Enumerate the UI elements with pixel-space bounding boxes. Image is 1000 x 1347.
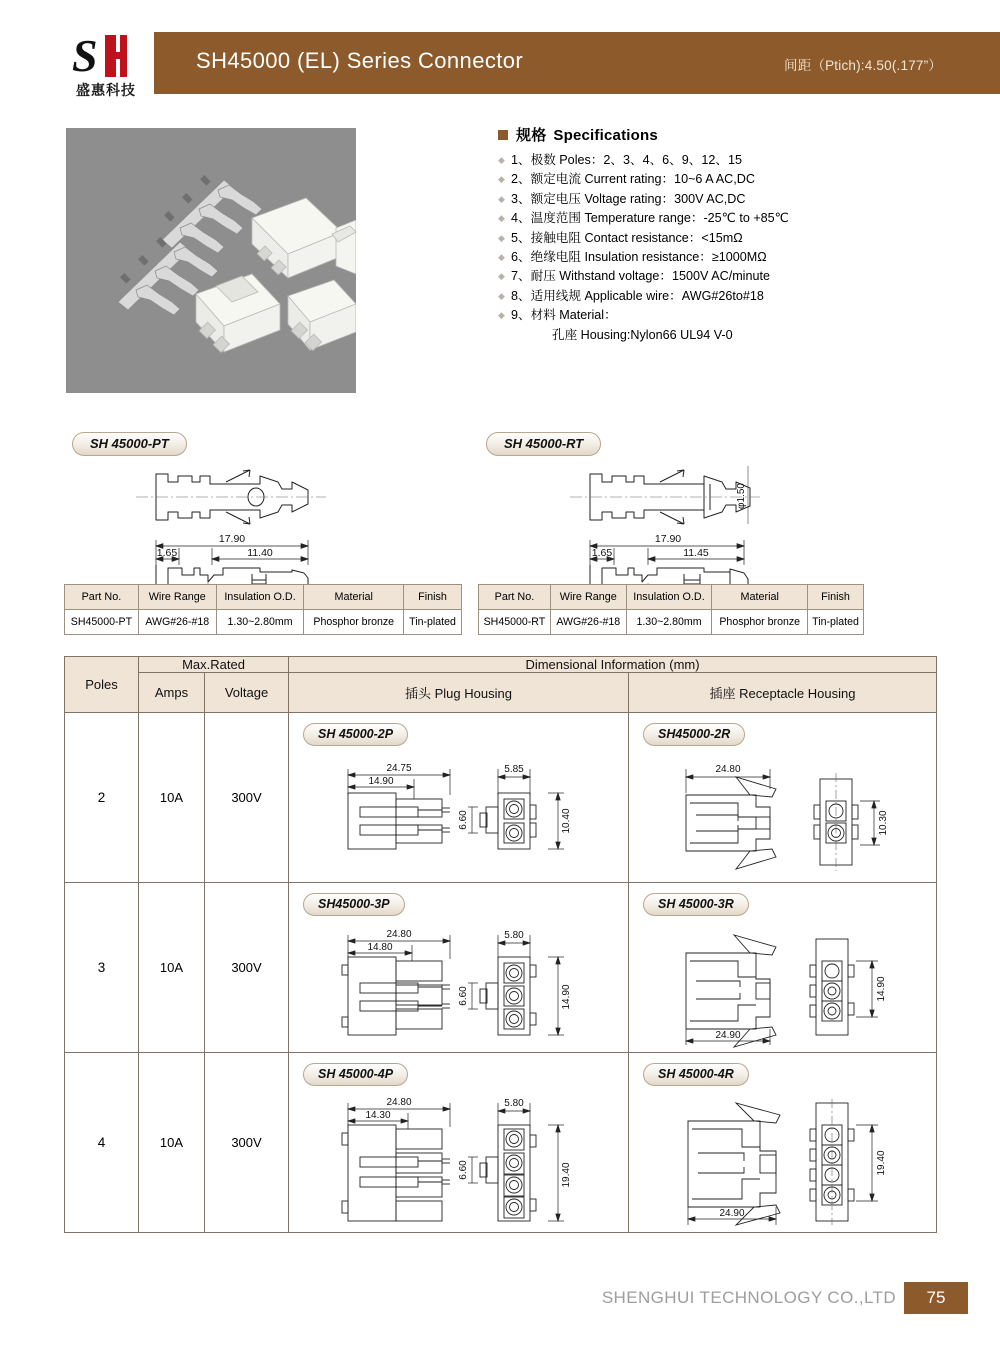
dim-height: 10.30 (877, 810, 889, 836)
plug-2p-drawing (289, 755, 628, 882)
col-material: Material (304, 585, 404, 610)
spec-item (498, 306, 968, 325)
terminal-pt-drawing (64, 462, 464, 602)
cell-wire-range: AWG#26-#18 (550, 610, 626, 635)
col-insulation-od: Insulation O.D. (216, 585, 304, 610)
diamond-bullet-icon: ◆ (498, 174, 505, 185)
table-row (65, 610, 462, 635)
spec-item (498, 209, 968, 228)
plug-3p-drawing (289, 925, 628, 1054)
spec-item (498, 287, 968, 306)
col-material: Material (712, 585, 808, 610)
dim-len-outer: 24.75 (385, 763, 412, 774)
terminal-rt-label: SH 45000-RT (486, 432, 601, 456)
dim-height: 14.90 (875, 976, 887, 1002)
dim-depth: 6.60 (457, 1160, 469, 1180)
col-finish: Finish (404, 585, 462, 610)
receptacle-3r-drawing (629, 925, 936, 1054)
dim-len-outer: 24.80 (385, 929, 412, 940)
dim-body: 11.45 (683, 547, 709, 559)
cell-amps: 10A (139, 1053, 205, 1233)
cell-plug-4p (289, 1053, 629, 1233)
diamond-bullet-icon: ◆ (498, 310, 505, 321)
cell-receptacle-2r (629, 713, 937, 883)
terminal-pt-table (64, 584, 462, 635)
cell-poles: 2 (65, 713, 139, 883)
dim-tail: 1.65 (591, 547, 613, 559)
logo-sh-monogram-icon (58, 32, 154, 80)
dim-len-outer: 24.90 (718, 1208, 745, 1219)
dim-width: 5.85 (503, 764, 524, 775)
spec-item-text: 4、温度范围 Temperature range：-25℃ to +85℃ (511, 211, 789, 226)
spec-material-detail: 孔座 Housing:Nylon66 UL94 V-0 (552, 327, 733, 342)
table-header-row-1 (65, 657, 937, 673)
diamond-bullet-icon: ◆ (498, 290, 505, 301)
dim-height: 19.40 (560, 1162, 572, 1188)
cell-poles: 4 (65, 1053, 139, 1233)
company-logo (58, 32, 154, 102)
dim-overall: 17.90 (654, 533, 682, 545)
receptacle-3r-label: SH 45000-3R (643, 893, 749, 916)
terminal-rt-table (478, 584, 864, 635)
col-dimensional-information: Dimensional Information (mm) (289, 657, 937, 673)
header-pitch-note: 间距（Ptich):4.50(.177”） (784, 58, 942, 73)
table-row (479, 610, 864, 635)
dim-overall: 17.90 (218, 533, 246, 545)
cell-amps: 10A (139, 713, 205, 883)
cell-poles: 3 (65, 883, 139, 1053)
specifications-heading (498, 124, 968, 145)
col-finish: Finish (808, 585, 864, 610)
cell-insulation-od: 1.30~2.80mm (216, 610, 304, 635)
cell-wire-range: AWG#26-#18 (138, 610, 216, 635)
receptacle-4r-label: SH 45000-4R (643, 1063, 749, 1086)
diamond-bullet-icon: ◆ (498, 193, 505, 204)
cell-part-no: SH45000-PT (65, 610, 139, 635)
cell-voltage: 300V (205, 883, 289, 1053)
col-voltage: Voltage (205, 673, 289, 713)
spec-item-text: 8、适用线规 Applicable wire：AWG#26to#18 (511, 288, 764, 303)
dim-len-inner: 14.90 (367, 776, 394, 787)
plug-4p-drawing (289, 1095, 628, 1234)
dim-body: 11.40 (247, 547, 273, 559)
product-photo (66, 128, 356, 393)
dim-height: 19.40 (875, 1150, 887, 1176)
logo-letter-h-crossbar (105, 52, 127, 59)
page-title: SH45000 (EL) Series Connector (196, 48, 524, 73)
receptacle-4r-drawing (629, 1095, 936, 1234)
cell-insulation-od: 1.30~2.80mm (626, 610, 712, 635)
dim-len-outer: 24.90 (714, 1030, 741, 1041)
col-receptacle-housing: 插座 Receptacle Housing (629, 673, 937, 713)
cell-material: Phosphor bronze (712, 610, 808, 635)
col-plug-housing: 插头 Plug Housing (289, 673, 629, 713)
plug-4p-label: SH 45000-4P (303, 1063, 408, 1086)
dim-depth: 6.60 (457, 810, 469, 830)
spec-item-text: 9、材料 Material： (511, 308, 617, 323)
cell-voltage: 300V (205, 713, 289, 883)
spec-item-text: 6、绝缘电阻 Insulation resistance：≥1000MΩ (511, 250, 767, 265)
table-header-row (65, 585, 462, 610)
dim-len-outer: 24.80 (385, 1097, 412, 1108)
dimensional-information-table (64, 656, 937, 1233)
spec-item-text: 1、极数 Poles：2、3、4、6、9、12、15 (511, 153, 742, 167)
col-amps: Amps (139, 673, 205, 713)
col-part-no: Part No. (479, 585, 551, 610)
cell-plug-3p (289, 883, 629, 1053)
cell-part-no: SH45000-RT (479, 610, 551, 635)
receptacle-2r-label: SH45000-2R (643, 723, 745, 746)
spec-item-text: 2、额定电流 Current rating：10~6 A AC,DC (511, 172, 755, 187)
cell-finish: Tin-plated (404, 610, 462, 635)
terminal-rt-drawing (478, 462, 868, 602)
specifications-title-cn: 规格 (516, 127, 547, 144)
page-number: 75 (904, 1282, 968, 1314)
dim-width: 5.80 (503, 1098, 524, 1109)
receptacle-2r-drawing (629, 755, 936, 882)
col-part-no: Part No. (65, 585, 139, 610)
specifications-title-en: Specifications (553, 127, 658, 144)
diamond-bullet-icon: ◆ (498, 155, 505, 165)
cell-material: Phosphor bronze (304, 610, 404, 635)
logo-letter-s: S (72, 30, 98, 81)
spec-item (498, 229, 968, 248)
dim-depth: 6.60 (457, 986, 469, 1006)
cell-receptacle-4r (629, 1053, 937, 1233)
col-wire-range: Wire Range (138, 585, 216, 610)
table-header-row (479, 585, 864, 610)
col-max-rated: Max.Rated (139, 657, 289, 673)
col-poles: Poles (65, 657, 139, 713)
dim-width: 5.80 (503, 930, 524, 941)
col-insulation-od: Insulation O.D. (626, 585, 712, 610)
diamond-bullet-icon: ◆ (498, 213, 505, 224)
dim-tail: 1.65 (156, 547, 178, 559)
table-row-3-poles (65, 883, 937, 1053)
cell-voltage: 300V (205, 1053, 289, 1233)
cell-receptacle-3r (629, 883, 937, 1053)
cell-finish: Tin-plated (808, 610, 864, 635)
spec-item-text: 5、接触电阻 Contact resistance：<15mΩ (511, 230, 743, 245)
dim-len-inner: 14.30 (364, 1110, 391, 1121)
table-header-row-2 (65, 673, 937, 713)
spec-item-text: 7、耐压 Withstand voltage：1500V AC/minute (511, 269, 770, 284)
dim-height: 14.90 (560, 984, 572, 1010)
terminal-pt-label: SH 45000-PT (72, 432, 187, 456)
col-wire-range: Wire Range (550, 585, 626, 610)
spec-item (498, 170, 968, 189)
cell-plug-2p (289, 713, 629, 883)
cell-amps: 10A (139, 883, 205, 1053)
spec-item (498, 248, 968, 267)
spec-item-text: 3、额定电压 Voltage rating：300V AC,DC (511, 191, 746, 206)
dim-len-outer: 24.80 (714, 764, 741, 775)
logo-company-cn: 盛惠科技 (76, 82, 136, 98)
spec-item (498, 151, 968, 170)
specifications-section (498, 124, 968, 345)
diamond-bullet-icon: ◆ (498, 252, 505, 263)
dim-len-inner: 14.80 (366, 942, 393, 953)
square-bullet-icon (498, 130, 508, 140)
dim-height: 10.40 (560, 808, 572, 834)
spec-item (498, 267, 968, 286)
table-row-4-poles (65, 1053, 937, 1233)
page-footer (0, 1282, 1000, 1316)
footer-company-name: SHENGHUI TECHNOLOGY CO.,LTD (601, 1288, 896, 1307)
dim-diameter: φ1.50 (736, 483, 747, 509)
plug-2p-label: SH 45000-2P (303, 723, 408, 746)
table-row-2-poles (65, 713, 937, 883)
diamond-bullet-icon: ◆ (498, 271, 505, 282)
plug-3p-label: SH45000-3P (303, 893, 405, 916)
spec-item (498, 190, 968, 209)
diamond-bullet-icon: ◆ (498, 232, 505, 243)
